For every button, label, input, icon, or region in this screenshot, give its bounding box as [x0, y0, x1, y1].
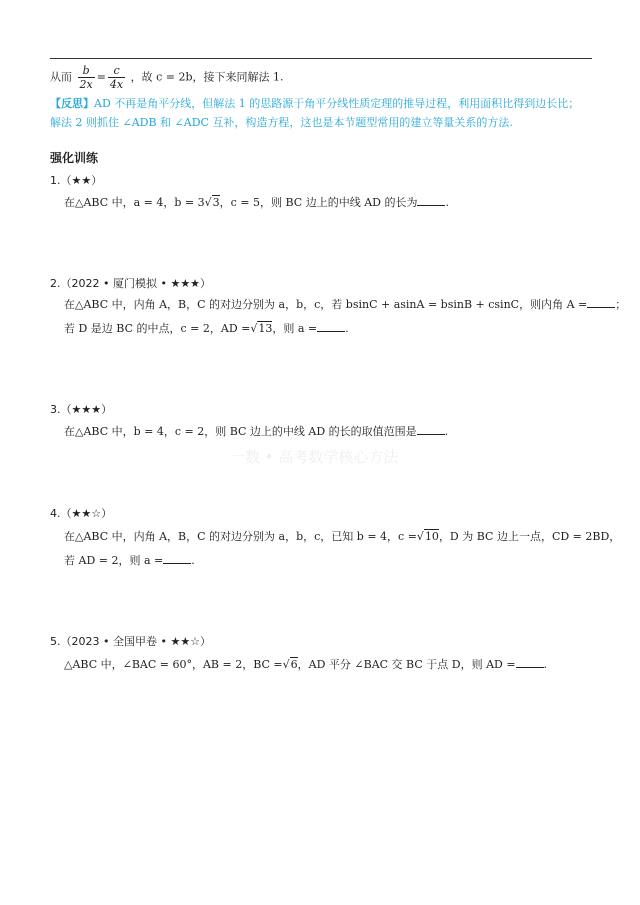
section-title: 强化训练 [50, 151, 99, 165]
problem-1-header: 1.（★★） [50, 174, 103, 187]
problem-3-header: 3.（★★★） [50, 403, 113, 416]
problem-1-text: 在△ABC 中，a = 4，b = 3√3，c = 5，则 BC 边上的中线 AD 的长为 . [64, 196, 449, 209]
answer-blank[interactable] [317, 321, 345, 332]
problem-4-text-1: 在△ABC 中，内角 A，B，C 的对边分别为 a，b，c，已知 b = 4，c =√10，D 为 BC 边上一点，CD = 2BD， [64, 530, 621, 543]
problem-2-header: 2.（2022 • 厦门模拟 • ★★★） [50, 277, 212, 290]
solution-suffix: ，故 c = 2b，接下来同解法 1. [130, 70, 284, 84]
watermark: 一数 • 高考数学核心方法 [230, 448, 399, 466]
problem-5-text: △ABC 中，∠BAC = 60°，AB = 2，BC =√6，AD 平分 ∠BAC 交 BC 于点 D，则 AD = . [64, 658, 548, 671]
reflection-line-2: 解法 2 则抓住 ∠ADB 和 ∠ADC 互补，构造方程，这也是本节题型常用的建立等量关系的方法. [50, 116, 513, 129]
answer-blank[interactable] [587, 297, 615, 308]
solution-line: 从而 $\frac{b}{2x}$ = $\frac{c}{4x}$ ，故 c = 2b，接下来同解法 1. [50, 64, 284, 91]
reflection-tag: 【反思】 [50, 97, 94, 110]
answer-blank[interactable] [516, 657, 544, 668]
problem-4-header: 4.（★★☆） [50, 507, 113, 520]
solution-prefix: 从而 [50, 70, 72, 84]
problem-2-text-2: 若 D 是边 BC 的中点，c = 2，AD =√13，则 a = . [64, 322, 349, 335]
header-rule [50, 58, 592, 59]
fraction-b-over-2x: $\frac{b}{2x}$ [79, 64, 93, 91]
problem-4-text-2: 若 AD = 2，则 a = . [64, 554, 195, 567]
answer-blank[interactable] [163, 553, 191, 564]
problem-3-text: 在△ABC 中，b = 4，c = 2，则 BC 边上的中线 AD 的长的取值范围是 . [64, 425, 449, 438]
fraction-c-over-4x: $\frac{c}{4x}$ [109, 64, 124, 91]
answer-blank[interactable] [417, 195, 445, 206]
problem-5-header: 5.（2023 • 全国甲卷 • ★★☆） [50, 635, 212, 648]
answer-blank[interactable] [417, 424, 445, 435]
reflection-line-1: 【反思】AD 不再是角平分线，但解法 1 的思路源于角平分线性质定理的推导过程，利用面积比得到边长比； [50, 97, 580, 110]
problem-2-text-1: 在△ABC 中，内角 A，B，C 的对边分别为 a，b，c，若 bsinC + asinA = bsinB + csinC，则内角 A = ； [64, 298, 627, 311]
